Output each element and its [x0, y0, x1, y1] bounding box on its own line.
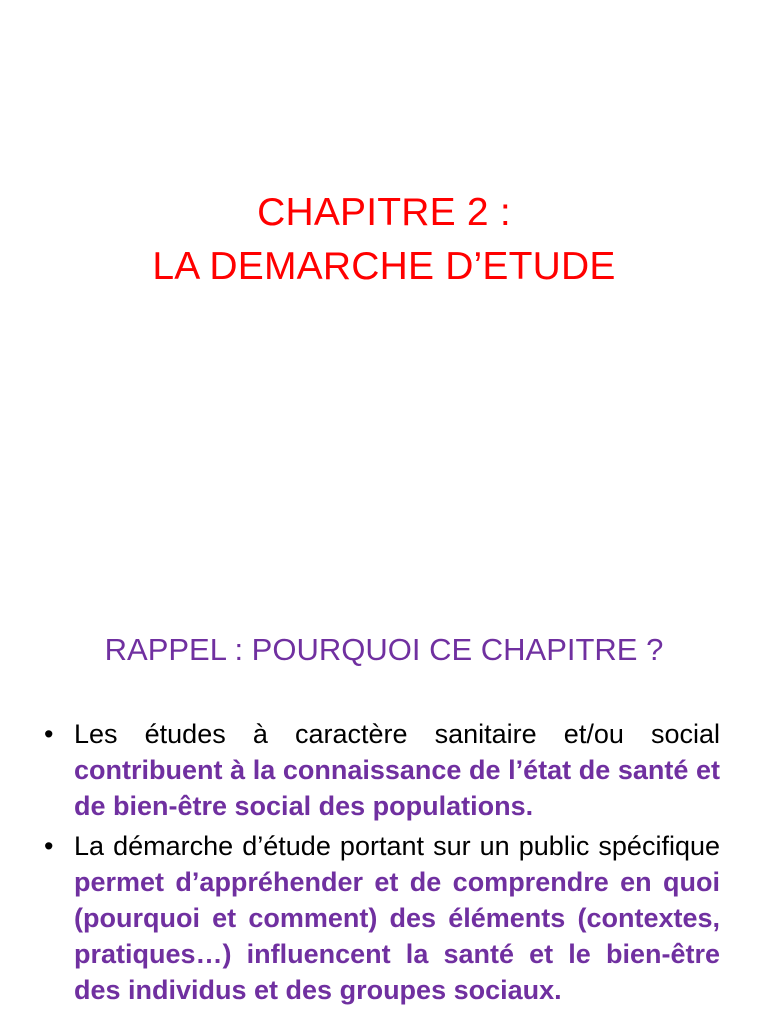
bullet-icon: •	[44, 719, 54, 749]
chapter-title-line-2: LA DEMARCHE D’ETUDE	[152, 245, 616, 288]
chapter-title-line-1: CHAPITRE 2 :	[257, 191, 511, 234]
bullet-2-plain-text: La démarche d’étude portant sur un public spécifique	[74, 831, 720, 861]
bullet-1-emphasis-text: contribuent à la connaissance de l’état de santé et de bien-être social des populations.	[74, 755, 720, 821]
chapter-title	[0, 186, 768, 294]
slide-rappel	[0, 576, 768, 1024]
bullet-item-2	[44, 828, 720, 1008]
bullet-list	[44, 716, 720, 1012]
rappel-heading: RAPPEL : POURQUOI CE CHAPITRE ?	[104, 632, 664, 667]
bullet-2-emphasis-text: permet d’appréhender et de comprendre en quoi (pourquoi et comment) des éléments (contextes, pratiques…) influencent la santé et le bien-être des individus et des groupes sociaux.	[74, 867, 720, 1005]
bullet-1-plain-text: Les études à caractère sanitaire et/ou social	[74, 719, 720, 749]
bullet-item-1	[44, 716, 720, 824]
bullet-icon: •	[44, 831, 54, 861]
